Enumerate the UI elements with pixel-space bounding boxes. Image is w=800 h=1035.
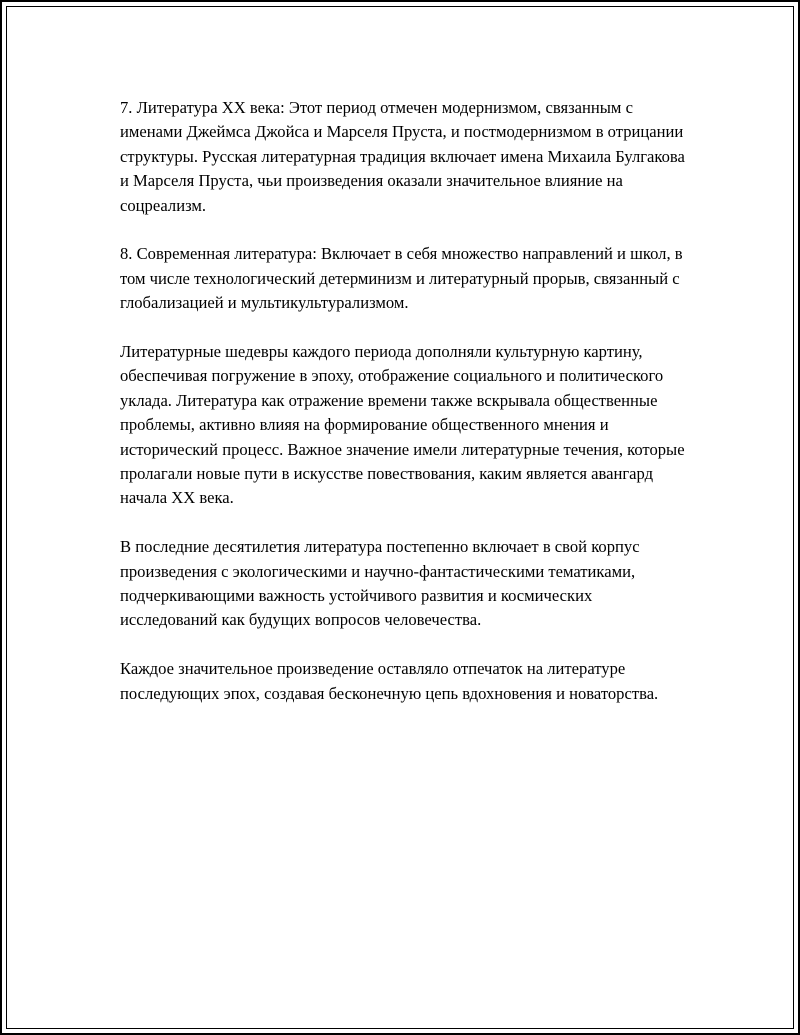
paragraph-literary-masterpieces: Литературные шедевры каждого периода дополняли культурную картину, обеспечивая погружение в эпоху, отображение социального и политического уклада. Литература как отражение времени также вскрывала общественные проблемы, активно влияя на формирование общественного мнения и исторический процесс. Важное значение имели литературные течения, которые пролагали новые пути в искусстве повествования, каким является авангард начала XX века.: [120, 342, 685, 508]
paragraph-20th-century-literature: 7. Литература XX века: Этот период отмечен модернизмом, связанным с именами Джеймса Джойса и Марселя Пруста, и постмодернизмом в отрицании структуры. Русская литературная традиция включает имена Михаила Булгакова и Марселя Пруста, чьи произведения оказали значительное влияние на соцреализм.: [120, 98, 685, 215]
document-body: [120, 96, 692, 730]
paragraph-recent-decades: В последние десятилетия литература постепенно включает в свой корпус произведения с экологическими и научно-фантастическими тематиками, подчеркивающими важность устойчивого развития и космических исследований как будущих вопросов человечества.: [120, 537, 640, 630]
paragraph-conclusion: Каждое значительное произведение оставляло отпечаток на литературе последующих эпох, создавая бесконечную цепь вдохновения и новаторства.: [120, 659, 659, 703]
paragraph-modern-literature: 8. Современная литература: Включает в себя множество направлений и школ, в том числе технологический детерминизм и литературный прорыв, связанный с глобализацией и мультикультурализмом.: [120, 244, 683, 313]
